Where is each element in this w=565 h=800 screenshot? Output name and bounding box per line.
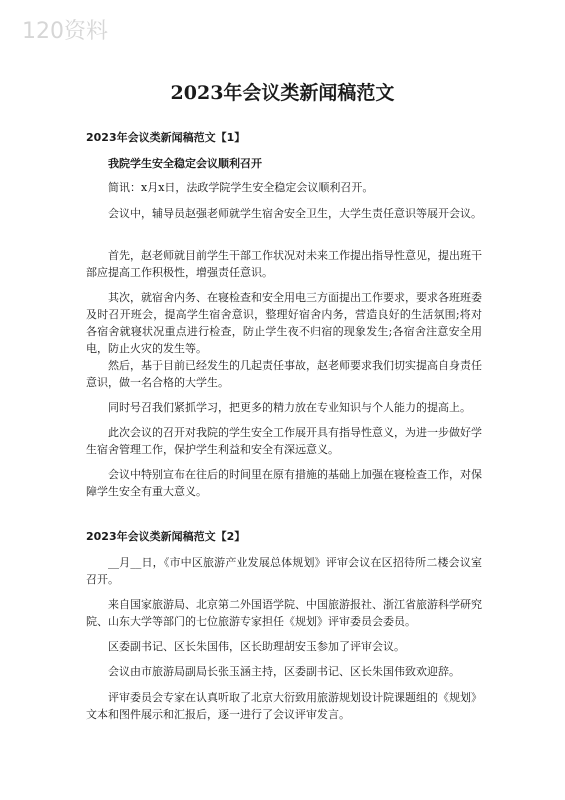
document-title: 2023年会议类新闻稿范文: [170, 82, 395, 104]
paragraph: 来自国家旅游局、北京第二外国语学院、中国旅游报社、浙江省旅游科学研究院、山东大学等部门的七位旅游专家担任《规划》评审委员会委员。: [86, 598, 482, 628]
paragraph: 同时号召我们紧抓学习，把更多的精力放在专业知识与个人能力的提高上。: [108, 401, 471, 414]
paragraph: 会议中，辅导员赵强老师就学生宿舍安全卫生，大学生责任意识等展开会议。: [108, 207, 482, 220]
watermark-logo: 120资料: [22, 19, 108, 44]
paragraph: 然后，基于目前已经发生的几起责任事故，赵老师要求我们切实提高自身责任意识，做一名合格的大学生。: [86, 359, 482, 389]
paragraph: 其次，就宿舍内务、在寝检查和安全用电三方面提出工作要求，要求各班班委及时召开班会，提高学生宿舍意识，整理好宿舍内务，营造良好的生活氛围;将对各宿舍就寝状况重点进行检查，防止学生夜不归宿的现象发生;各宿舍注意安全用电，防止火灾的发生等。: [86, 291, 482, 355]
paragraph: 会议由市旅游局副局长张玉涵主持，区委副书记、区长朱国伟致欢迎辞。: [108, 665, 460, 678]
paragraph: 区委副书记、区长朱国伟，区长助理胡安玉参加了评审会议。: [108, 640, 405, 653]
section-2-heading: 2023年会议类新闻稿范文【2】: [86, 530, 246, 543]
paragraph: 简讯：x月x日，法政学院学生安全稳定会议顺利召开。: [108, 181, 374, 194]
section-1-subtitle: 我院学生安全稳定会议顺利召开: [108, 157, 262, 170]
paragraph: 此次会议的召开对我院的学生安全工作展开具有指导性意义，为进一步做好学生宿舍管理工作，保护学生利益和安全有深远意义。: [86, 426, 482, 456]
paragraph: 评审委员会专家在认真听取了北京大衍致用旅游规划设计院课题组的《规划》文本和图件展示和汇报后，逐一进行了会议评审发言。: [86, 691, 482, 721]
paragraph: __月__日，《市中区旅游产业发展总体规划》评审会议在区招待所二楼会议室召开。: [86, 556, 482, 586]
paragraph: 会议中特别宣布在往后的时间里在原有措施的基础上加强在寝检查工作，对保障学生安全有重大意义。: [86, 468, 482, 498]
section-1-heading: 2023年会议类新闻稿范文【1】: [86, 131, 246, 144]
paragraph: 首先，赵老师就目前学生干部工作状况对未来工作提出指导性意见，提出班干部应提高工作积极性，增强责任意识。: [86, 249, 482, 279]
